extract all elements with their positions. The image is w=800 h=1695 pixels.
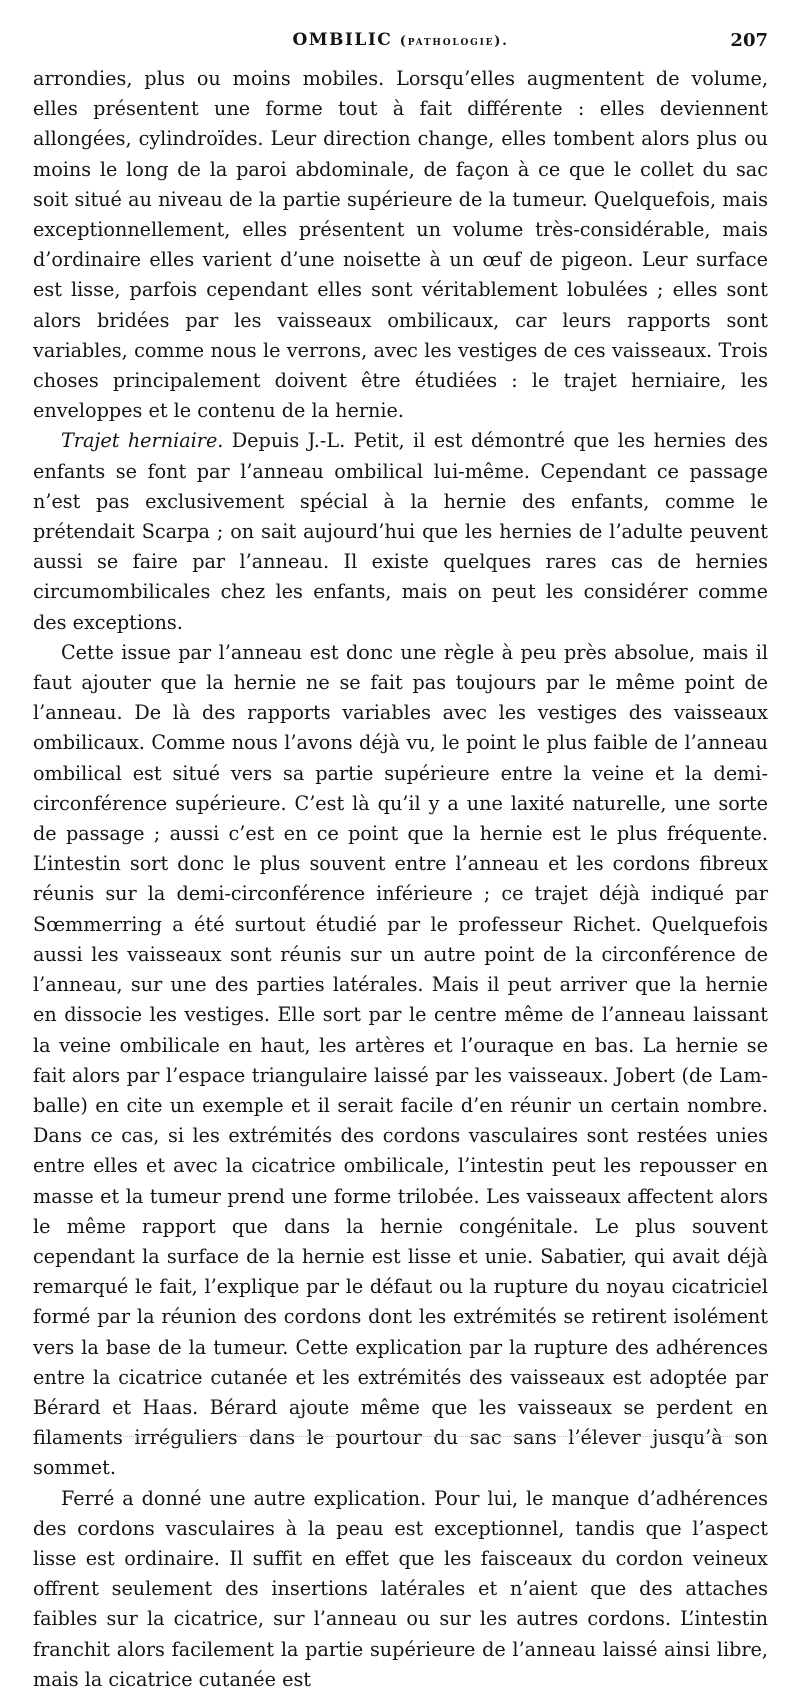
paragraph-1-text: arrondies, plus ou moins mobiles. Lorsqu’elles augmentent de volume, elles présentent une forme tout à fait différente : elles deviennent allongées, cylindroïdes. Leur direction change, elles tombent alors plus ou moins le long de la paroi abdominale, de façon à ce que le collet du sac soit situé au niveau de la partie supérieure de la tumeur. Quelquefois, mais exceptionnellement, elles présentent un volume très-considérable, mais d’ordinaire elles varient d’une noisette à un œuf de pigeon. Leur surface est lisse, parfois cependant elles sont véritablement lobulées ; elles sont alors bridées par les vaisseaux ombilicaux, car leurs rapports sont variables, comme nous le verrons, avec les vestiges de ces vaisseaux. Trois choses principalement doivent être étudiées : le trajet herniaire, les enveloppes et le contenu de la hernie.: [33, 67, 768, 423]
paragraph-2: [33, 426, 768, 637]
section-lead-trajet-herniaire: Trajet herniaire.: [61, 429, 224, 453]
book-page: [33, 30, 768, 1695]
paragraph-4: [33, 1484, 768, 1695]
page-bottom-speckle: [60, 1432, 740, 1437]
paragraph-4-text: Ferré a donné une autre explication. Pour lui, le manque d’adhérences des cordons vasculaires à la peau est exceptionnel, tandis que l’aspect lisse est ordinaire. Il suffit en effet que les faisceaux du cordon veineux offrent seulement des insertions latérales et n’aient que des attaches faibles sur la cicatrice, sur l’anneau ou sur les autres cordons. L’intestin franchit alors facilement la partie supérieure de l’anneau laissé ainsi libre, mais la cicatrice cutanée est: [33, 1486, 768, 1691]
paragraph-3: [33, 638, 768, 1484]
page-number: 207: [730, 30, 768, 51]
paragraph-2-text: Depuis J.-L. Petit, il est démontré que les hernies des enfants se font par l’anneau ombilical lui-même. Cependant ce passage n’est pas exclusivement spécial à la hernie des enfants, comme le prétendait Scarpa ; on sait aujourd’hui que les hernies de l’adulte peuvent aussi se faire par l’anneau. Il existe quelques rares cas de hernies circumombilicales chez les enfants, mais on peut les considérer comme des exceptions.: [33, 429, 768, 634]
paragraph-3-text: Cette issue par l’anneau est donc une règle à peu près absolue, mais il faut ajouter que la hernie ne se fait pas toujours par le même point de l’anneau. De là des rapports variables avec les vestiges des vaisseaux ombilicaux. Comme nous l’avons déjà vu, le point le plus faible de l’anneau ombilical est situé vers sa partie supérieure entre la veine et la demi-circonférence supérieure. C’est là qu’il y a une laxité naturelle, une sorte de passage ; aussi c’est en ce point que la hernie est le plus fréquente. L’intestin sort donc le plus souvent entre l’anneau et les cordons fibreux réunis sur la demi-circonférence inférieure ; ce trajet déjà indiqué par Sœmmerring a été surtout étudié par le professeur Richet. Quelquefois aussi les vaisseaux sont réunis sur un autre point de la circonférence de l’anneau, sur une des parties latérales. Mais il peut arriver que la hernie en dissocie les vestiges. Elle sort par le centre même de l’anneau laissant la veine ombilicale en haut, les artères et l’ouraque en bas. La hernie se fait alors par l’espace triangulaire laissé par les vaisseaux. Jobert (de Lamballe) en cite un exemple et il serait facile d’en réunir un certain nombre. Dans ce cas, si les extrémités des cordons vasculaires sont restées unies entre elles et avec la cicatrice ombilicale, l’intestin peut les repousser en masse et la tumeur prend une forme trilobée. Les vaisseaux affectent alors le même rapport que dans la hernie congénitale. Le plus souvent cependant la surface de la hernie est lisse et unie. Sabatier, qui avait déjà remarqué le fait, l’explique par le défaut ou la rupture du noyau cicatriciel formé par la réunion des cordons dont les extrémités se retirent isolément vers la base de la tumeur. Cette explication par la rupture des adhérences entre la cicatrice cutanée et les extrémités des vaisseaux est adoptée par Bérard et Haas. Bérard ajoute même que les vaisseaux se perdent en filaments irréguliers dans le pourtour du sac sans l’élever jusqu’à son sommet.: [33, 640, 768, 1480]
running-title-main: OMBILIC: [292, 30, 393, 50]
running-header: [33, 30, 768, 60]
running-title-sub: (pathologie).: [399, 34, 509, 49]
running-title: [33, 30, 768, 50]
body-text: [33, 64, 768, 1695]
paragraph-1: [33, 64, 768, 426]
